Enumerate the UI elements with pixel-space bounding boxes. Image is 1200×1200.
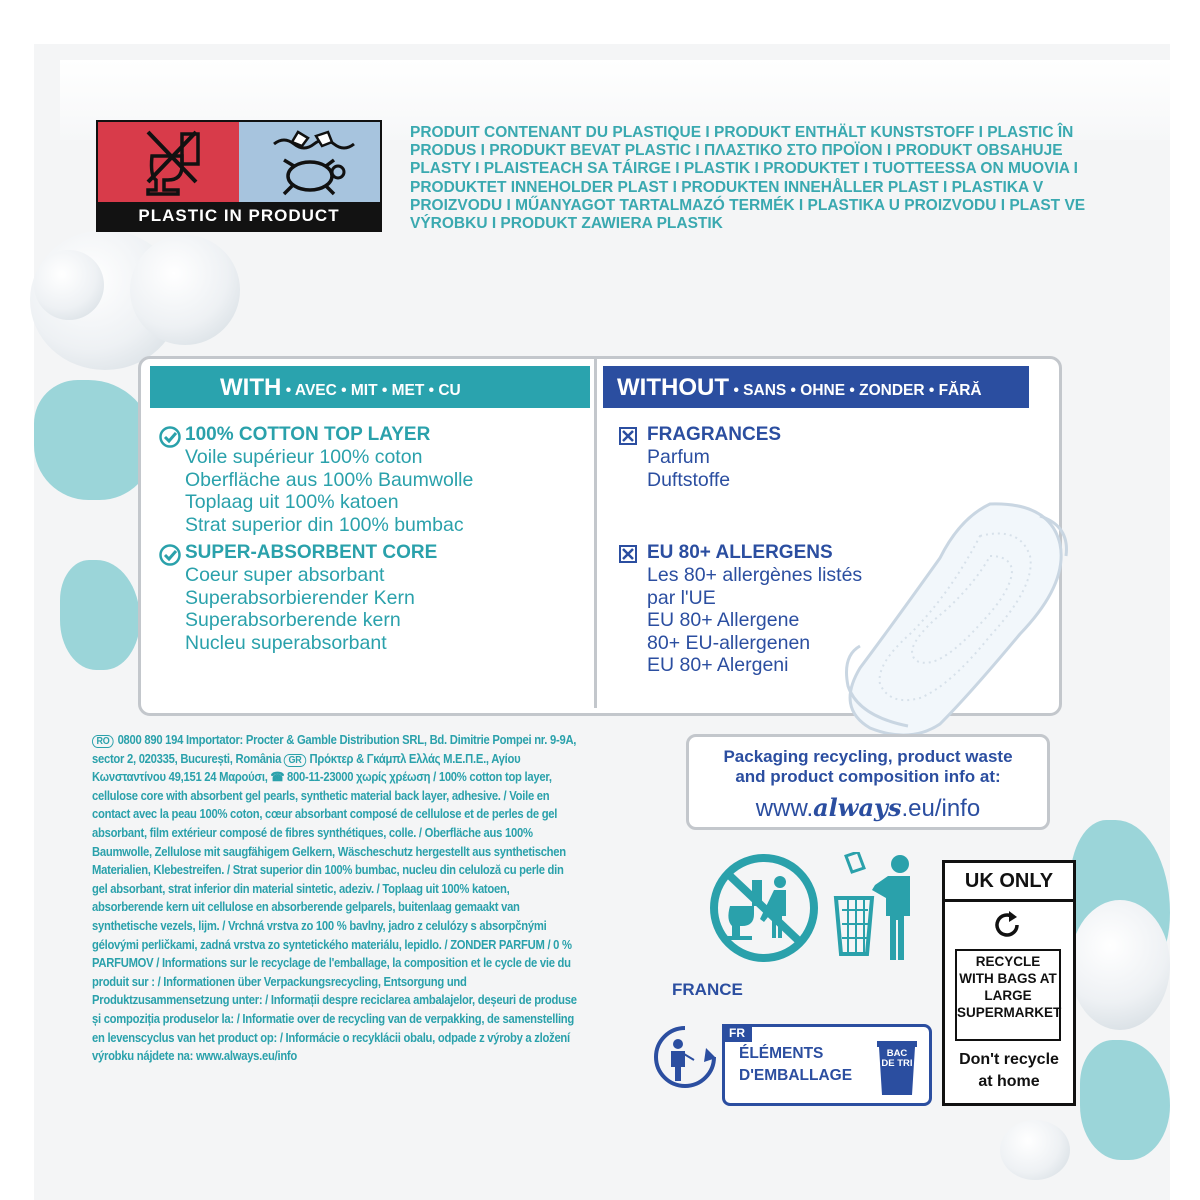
france-packaging-card bbox=[722, 1024, 932, 1106]
uk-recycling-label bbox=[942, 860, 1076, 1106]
with-item-title: 100% COTTON TOP LAYER bbox=[185, 424, 431, 445]
cotton-boll bbox=[34, 250, 104, 320]
without-item-line: EU 80+ Allergene bbox=[647, 609, 800, 631]
ro-country-tag: RO bbox=[92, 735, 114, 748]
with-header bbox=[150, 366, 590, 408]
triman-icon bbox=[650, 1022, 720, 1092]
without-item-line: Les 80+ allergènes listés bbox=[647, 564, 863, 586]
with-item-line: Superabsorbierender Kern bbox=[185, 586, 415, 609]
uk-dont-recycle-text bbox=[945, 1049, 1073, 1093]
without-item-line: EU 80+ Alergeni bbox=[647, 654, 789, 676]
recycling-info-line1: Packaging recycling, product waste bbox=[723, 747, 1013, 766]
check-circle-icon bbox=[159, 426, 181, 448]
phone-icon: ☎ bbox=[270, 770, 285, 785]
uk-footer-line2: at home bbox=[978, 1073, 1040, 1090]
france-label: FRANCE bbox=[672, 980, 743, 999]
with-item-absorbent-core bbox=[185, 542, 437, 654]
without-item-line: par l'UE bbox=[647, 586, 716, 609]
turtle-plastic-icon bbox=[268, 126, 358, 200]
without-item-line: Parfum bbox=[647, 446, 710, 468]
with-item-line: Nucleu superabsorbant bbox=[185, 631, 387, 654]
fr-tag: FR bbox=[722, 1024, 752, 1042]
without-item-title: FRAGRANCES bbox=[647, 424, 782, 445]
check-circle-icon bbox=[159, 544, 181, 566]
fine-print-ingredients: 800-11-23000 χωρίς χρέωση / 100% cotton top layer, cellulose core with absorbent gel pearls, synthetic material back layer, adhesive. / Voile en contact avec la peau 100% coton, cœur absorbant composé de cellulose et de perles de gel absorbant, film extérieur composé de fibres synthétiques, colle. / Oberfläche aus 100% Baumwolle, Zellulose mit saugfähigem Gelkern, Wäscheschutz hergestellt aus synthetischen Materialien, Klebestreifen. / Strat superior din 100% bumbac, nucleu din celuloză cu perle din gel absorbant, strat inferior din material sintetic, adeziv. / Toplaag uit 100% katoen, absorberende kern uit cellulose en absorberende gelparels, buitenlaag gemaakt van synthetische vezels, lijm. / Vrchná vrstva zo 100 % bavlny, jadro z celulózy s absorpčnými gélovými perličkami, zadná vrstva zo syntetického materiálu, lepidlo. / ZONDER PARFUM / 0 % PARFUMOV / Informations sur le recyclage de l'emballage, la composition et le cycle de vie du produit sur : / Informationen über Verpackungsrecycling, Entsorgung und Produktzusammensetzung unter: / Informații despre reciclarea ambalajelor, deșeuri de produse și compoziția produselor la: / Informatie over de recycling van de verpakking, de samenstelling en levenscyclus van het product op: / Informácie o recyklácii obalu, odpade z výroby a zložení výrobku nájdete na: www.always.eu/info bbox=[92, 770, 577, 1064]
url-brand: always bbox=[813, 793, 902, 822]
x-box-icon bbox=[619, 545, 637, 563]
no-flush-icon bbox=[138, 126, 208, 198]
fine-print-greece: Πρόκτερ & Γκάμπλ Ελλάς Μ.Ε.Π.Ε., Αγίου Κωνσταντίνου 49,151 24 Μαρούσι, bbox=[92, 751, 521, 785]
recycle-arrow-icon bbox=[989, 907, 1025, 943]
info-url[interactable] bbox=[689, 793, 1047, 823]
packaging-elements-line1: ÉLÉMENTS bbox=[739, 1045, 824, 1062]
without-item-allergens bbox=[647, 542, 862, 677]
without-item-line: 80+ EU-allergenen bbox=[647, 631, 811, 654]
recycling-info-box bbox=[686, 734, 1050, 830]
with-item-line: Oberfläche aus 100% Baumwolle bbox=[185, 468, 474, 491]
plastic-warning-badge bbox=[96, 120, 382, 232]
without-header-translations: • SANS • OHNE • ZONDER • FĂRĂ bbox=[733, 382, 982, 399]
no-flush-icon bbox=[708, 852, 820, 964]
gr-country-tag: GR bbox=[284, 754, 306, 767]
bin-disposal-icon bbox=[828, 852, 928, 964]
url-prefix: www. bbox=[755, 795, 814, 822]
without-header-title: WITHOUT bbox=[617, 374, 729, 401]
x-box-icon bbox=[619, 427, 637, 445]
url-suffix: .eu/info bbox=[901, 795, 981, 822]
with-item-line: Coeur super absorbant bbox=[185, 564, 385, 586]
without-item-line: Duftstoffe bbox=[647, 468, 731, 491]
uk-only-header: UK ONLY bbox=[945, 863, 1073, 902]
sanitary-pad-illustration bbox=[840, 496, 1070, 736]
cotton-boll bbox=[130, 235, 240, 345]
with-header-title: WITH bbox=[220, 374, 282, 401]
recycling-info-line2: and product composition info at: bbox=[735, 767, 1001, 786]
card-divider bbox=[594, 358, 597, 708]
cotton-boll bbox=[1070, 900, 1170, 1030]
with-item-cotton-top-layer bbox=[185, 424, 473, 536]
with-item-line: Toplaag uit 100% katoen bbox=[185, 491, 399, 513]
uk-recycle-instructions: RECYCLE WITH BAGS AT LARGE SUPERMARKET bbox=[955, 949, 1061, 1041]
with-item-title: SUPER-ABSORBENT CORE bbox=[185, 542, 438, 563]
with-header-translations: • AVEC • MIT • MET • CU bbox=[285, 382, 461, 399]
with-item-line: Superabsorberende kern bbox=[185, 609, 401, 631]
without-item-fragrances bbox=[647, 424, 781, 491]
fine-print-importer: 0800 890 194 Importator: Procter & Gamble Distribution SRL, Bd. Dimitrie Pompei nr. 9-9A, sector 2, 020335, București, România bbox=[92, 733, 577, 766]
plastic-warning-multilingual-text: PRODUIT CONTENANT DU PLASTIQUE I PRODUKT ENTHÄLT KUNSTSTOFF I PLASTIC ÎN PRODUS I PRODUKT BEVAT PLASTIC I ΠΛΑΣΤΙΚΟ ΣΤΟ ΠΡΟΪΟΝ I PRODUKT OBSAHUJE PLASTY I PLAISTEACH SA TÁIRGE I PLASTIK I PRODUKTET I TUOTTEESSA ON MUOVIA I PRODUKTET INNEHOLDER PLAST I PRODUKTEN INNEHÅLLER PLAST I PLASTIKA V PROIZVODU I MŰANYAGOT TARTALMAZÓ TERMÉK I PLASTIKA U PROIZVODU I PLAST VE VÝROBKU I PRODUKT ZAWIERA PLASTIK bbox=[410, 124, 1086, 233]
plastic-in-product-label: PLASTIC IN PRODUCT bbox=[98, 202, 380, 230]
packaging-elements-line2: D'EMBALLAGE bbox=[739, 1067, 853, 1084]
with-item-line: Voile supérieur 100% coton bbox=[185, 446, 423, 468]
cotton-boll bbox=[1000, 1120, 1070, 1180]
without-item-title: EU 80+ ALLERGENS bbox=[647, 542, 833, 563]
fine-print bbox=[92, 731, 578, 1066]
uk-footer-line1: Don't recycle bbox=[959, 1051, 1059, 1068]
packaging-elements-text bbox=[739, 1043, 852, 1087]
without-header bbox=[603, 366, 1029, 408]
with-item-line: Strat superior din 100% bumbac bbox=[185, 513, 464, 536]
sorting-bin-label: BAC DE TRI bbox=[881, 1048, 913, 1069]
